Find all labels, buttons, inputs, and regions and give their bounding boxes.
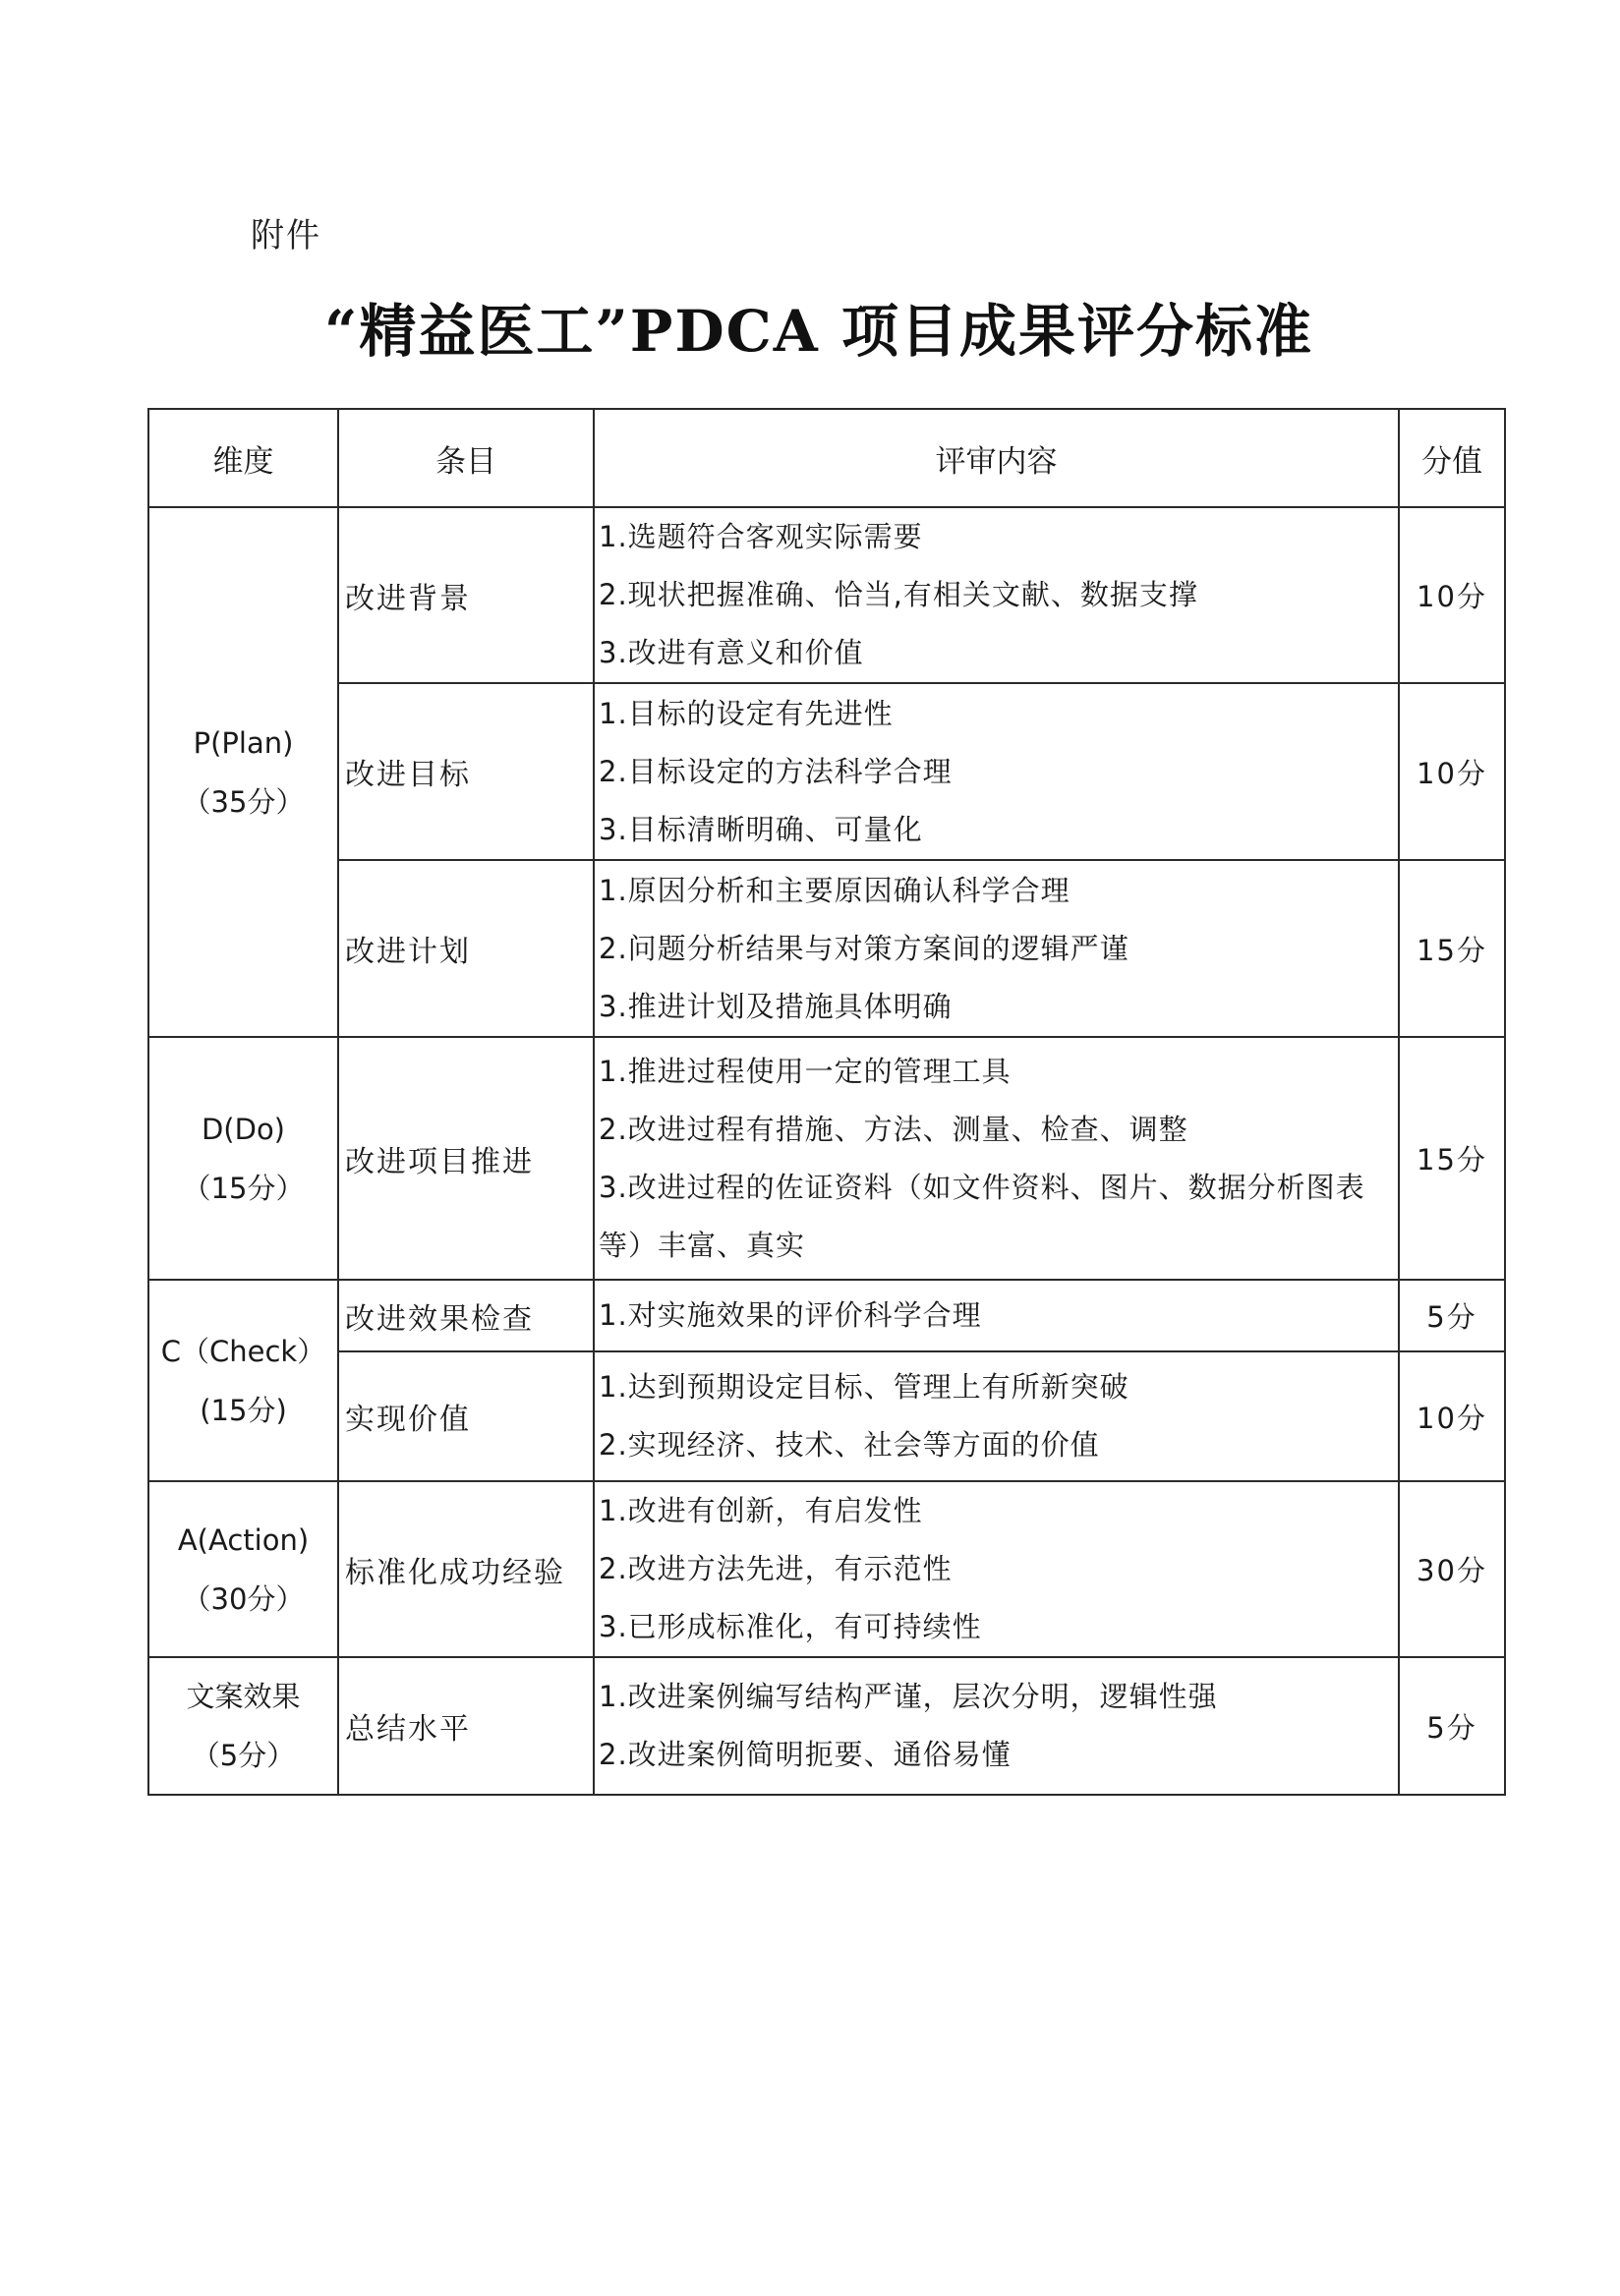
content-line: 1.推进过程使用一定的管理工具 — [599, 1054, 1012, 1088]
table-row — [148, 1657, 1505, 1795]
scoring-criteria-table — [147, 408, 1506, 1796]
content-cell — [594, 507, 1399, 683]
content-cell — [594, 1657, 1399, 1795]
table-row — [148, 1037, 1505, 1280]
dimension-cell-action — [148, 1481, 338, 1657]
dimension-label: C（Check） — [160, 1334, 326, 1368]
content-line: 3.推进计划及措施具体明确 — [599, 989, 953, 1023]
content-line: 1.达到预期设定目标、管理上有所新突破 — [599, 1370, 1129, 1404]
dimension-score: （30分） — [182, 1581, 305, 1616]
dimension-label: A(Action) — [177, 1522, 310, 1557]
table-row — [148, 683, 1505, 860]
content-line: 3.改进过程的佐证资料（如文件资料、图片、数据分析图表等）丰富、真实 — [599, 1170, 1365, 1262]
table-row — [148, 1481, 1505, 1657]
dimension-cell-writing — [148, 1657, 338, 1795]
table-header-row — [148, 409, 1505, 507]
dimension-cell-plan — [148, 507, 338, 1037]
score-cell: 10分 — [1399, 507, 1505, 683]
content-cell — [594, 683, 1399, 860]
column-header-item: 条目 — [338, 409, 594, 507]
score-cell: 15分 — [1399, 860, 1505, 1037]
table-row — [148, 1351, 1505, 1481]
score-cell: 15分 — [1399, 1037, 1505, 1280]
attachment-label: 附件 — [251, 216, 321, 256]
score-cell: 10分 — [1399, 1351, 1505, 1481]
item-cell: 实现价值 — [338, 1351, 594, 1481]
content-cell — [594, 1481, 1399, 1657]
content-line: 3.改进有意义和价值 — [599, 636, 864, 669]
item-cell: 改进目标 — [338, 683, 594, 860]
content-line: 1.选题符合客观实际需要 — [599, 520, 923, 553]
dimension-cell-check — [148, 1280, 338, 1481]
content-line: 2.现状把握准确、恰当,有相关文献、数据支撑 — [599, 578, 1198, 611]
score-cell: 5分 — [1399, 1280, 1505, 1351]
document-title: “精益医工”PDCA 项目成果评分标准 — [324, 298, 1313, 365]
content-line: 2.改进过程有措施、方法、测量、检查、调整 — [599, 1112, 1188, 1146]
content-line: 1.目标的设定有先进性 — [599, 696, 894, 730]
item-cell: 改进计划 — [338, 860, 594, 1037]
content-line: 1.改进案例编写结构严谨，层次分明，逻辑性强 — [599, 1680, 1218, 1713]
dimension-label: 文案效果 — [186, 1680, 301, 1713]
dimension-score: （35分） — [182, 784, 305, 819]
dimension-label: P(Plan) — [193, 725, 294, 760]
dimension-cell-do — [148, 1037, 338, 1280]
content-cell — [594, 1280, 1399, 1351]
content-line: 3.目标清晰明确、可量化 — [599, 812, 923, 846]
item-cell: 总结水平 — [338, 1657, 594, 1795]
dimension-score: (15分) — [200, 1393, 287, 1427]
content-cell — [594, 1037, 1399, 1280]
score-cell: 30分 — [1399, 1481, 1505, 1657]
content-line: 2.实现经济、技术、社会等方面的价值 — [599, 1428, 1100, 1462]
table-row — [148, 507, 1505, 683]
content-line: 1.对实施效果的评价科学合理 — [599, 1298, 982, 1332]
column-header-dimension: 维度 — [148, 409, 338, 507]
item-cell: 改进背景 — [338, 507, 594, 683]
content-line: 2.改进方法先进，有示范性 — [599, 1552, 953, 1585]
score-cell: 5分 — [1399, 1657, 1505, 1795]
item-cell: 标准化成功经验 — [338, 1481, 594, 1657]
dimension-score: （15分） — [182, 1171, 305, 1205]
content-line: 2.目标设定的方法科学合理 — [599, 754, 953, 788]
table-row — [148, 860, 1505, 1037]
table-row — [148, 1280, 1505, 1351]
content-line: 1.改进有创新，有启发性 — [599, 1494, 923, 1527]
content-line: 3.已形成标准化，有可持续性 — [599, 1610, 982, 1643]
content-line: 1.原因分析和主要原因确认科学合理 — [599, 873, 1070, 907]
content-line: 2.改进案例简明扼要、通俗易懂 — [599, 1738, 1012, 1771]
column-header-score: 分值 — [1399, 409, 1505, 507]
column-header-content: 评审内容 — [594, 409, 1399, 507]
dimension-score: （5分） — [191, 1739, 296, 1772]
content-cell — [594, 1351, 1399, 1481]
dimension-label: D(Do) — [201, 1112, 286, 1146]
content-cell — [594, 860, 1399, 1037]
content-line: 2.问题分析结果与对策方案间的逻辑严谨 — [599, 931, 1129, 965]
score-cell: 10分 — [1399, 683, 1505, 860]
item-cell: 改进效果检查 — [338, 1280, 594, 1351]
item-cell: 改进项目推进 — [338, 1037, 594, 1280]
